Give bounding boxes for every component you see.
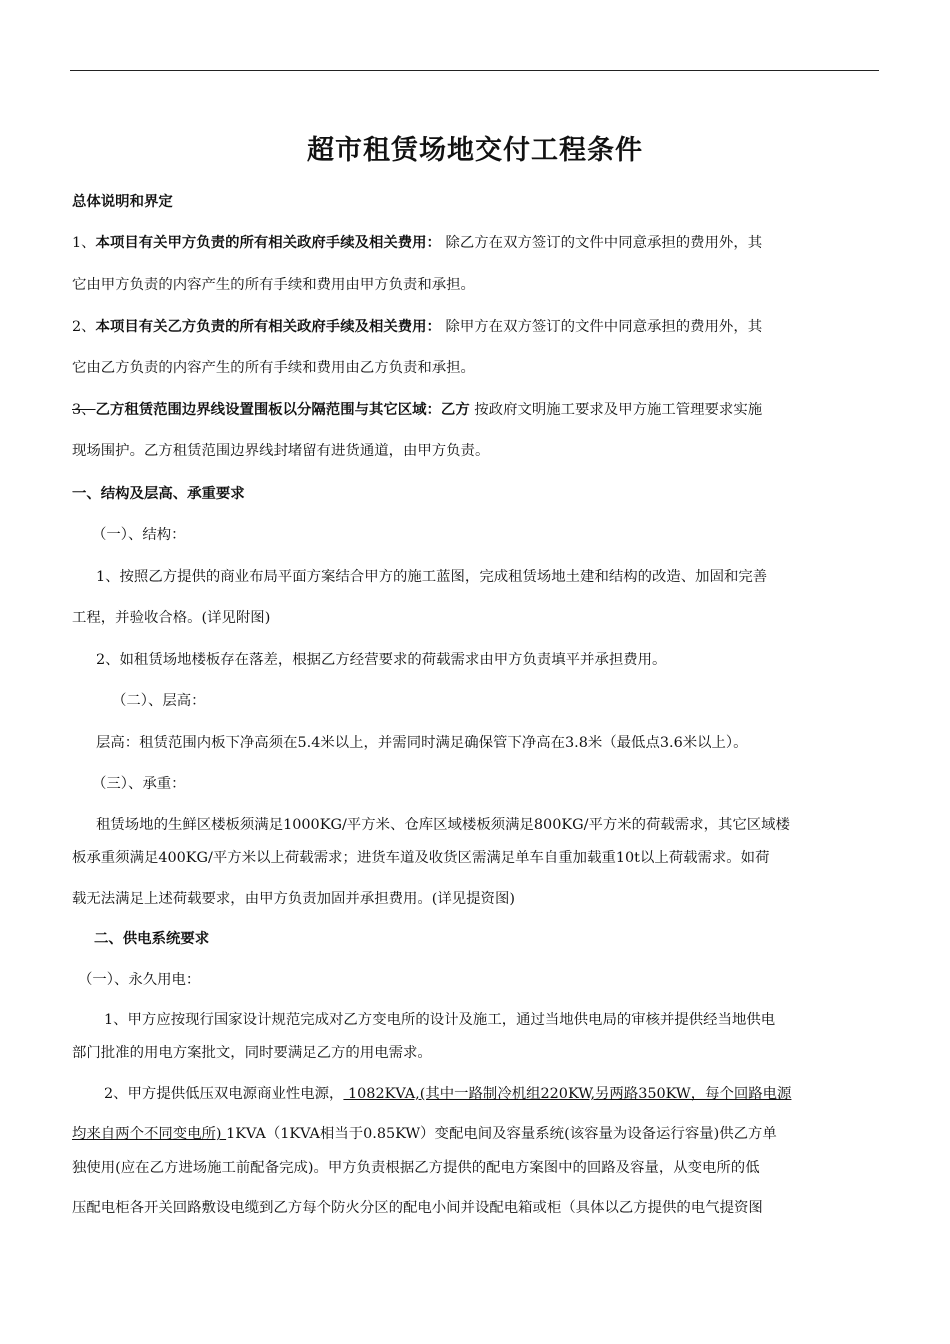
section2-line1: 1、甲方应按现行国家设计规范完成对乙方变电所的设计及施工，通过当地供电局的审核并提供经当地供电 <box>104 1012 776 1028</box>
header-rule <box>70 70 879 71</box>
section1-line1: 1、按照乙方提供的商业布局平面方案结合甲方的施工蓝图，完成租赁场地土建和结构的改造、加固和完善 <box>96 569 768 585</box>
p3-bold: 乙方租赁范围边界线设置围板以分隔范围与其它区域：乙方 <box>95 402 470 418</box>
section2-line5: 独使用(应在乙方进场施工前配备完成)。甲方负责根据乙方提供的配电方案图中的回路及容量，从变电所的低 <box>72 1160 760 1176</box>
section2-line4-underlined: 均来自两个不同变电所) <box>72 1126 227 1142</box>
section1-line5: 租赁场地的生鲜区楼板须满足1000KG/平方米、仓库区域楼板须满足800KG/平方米的荷载需求，其它区域楼 <box>96 817 790 833</box>
section1-heading: 一、结构及层高、承重要求 <box>72 486 245 502</box>
p1-line1 <box>72 233 762 253</box>
p3-line1 <box>72 400 762 420</box>
p2-bold: 本项目有关乙方负责的所有相关政府手续及相关费用： <box>95 319 441 335</box>
section1-line7: 载无法满足上述荷载要求，由甲方负责加固并承担费用。(详见提资图) <box>72 891 515 907</box>
section1-sub3: （三）、承重： <box>92 776 186 792</box>
section2-line4b: 1KVA（1KVA相当于0.85KW）变配电间及容量系统(该容量为设备运行容量)供乙方单 <box>226 1126 777 1142</box>
p2-num: 2、 <box>72 319 96 335</box>
section2-line4 <box>72 1124 777 1144</box>
section1-line6: 板承重须满足400KG/平方米以上荷载需求；进货车道及收货区需满足单车自重加载重10t以上荷载需求。如荷 <box>72 850 770 866</box>
p1-bold: 本项目有关甲方负责的所有相关政府手续及相关费用： <box>95 235 441 251</box>
p3-num: 3、 <box>72 402 96 418</box>
section1-line3: 2、如租赁场地楼板存在落差，根据乙方经营要求的荷载需求由甲方负责填平并承担费用。 <box>96 652 667 668</box>
p1-text1: 除乙方在双方签订的文件中同意承担的费用外，其 <box>440 235 763 251</box>
p2-line1 <box>72 317 762 337</box>
section1-line4: 层高：租赁范围内板下净高须在5.4米以上，并需同时满足确保管下净高在3.8米（最低点3.6米以上）。 <box>96 735 748 751</box>
p3-text1: 按政府文明施工要求及甲方施工管理要求实施 <box>469 402 763 418</box>
section2-heading: 二、供电系统要求 <box>94 931 210 947</box>
p3-line2: 现场围护。乙方租赁范围边界线封堵留有进货通道，由甲方负责。 <box>72 443 490 459</box>
section2-line3a: 2、甲方提供低压双电源商业性电源， <box>104 1086 344 1102</box>
p2-text1: 除甲方在双方签订的文件中同意承担的费用外，其 <box>440 319 763 335</box>
document-title: 超市租赁场地交付工程条件 <box>307 135 643 166</box>
section1-sub2: （二）、层高： <box>112 693 206 709</box>
p1-num: 1、 <box>72 235 96 251</box>
section2-line3 <box>104 1084 791 1104</box>
section2-line2: 部门批准的用电方案批文，同时要满足乙方的用电需求。 <box>72 1045 432 1061</box>
general-heading: 总体说明和界定 <box>72 194 173 210</box>
p2-line2: 它由乙方负责的内容产生的所有手续和费用由乙方负责和承担。 <box>72 360 475 376</box>
p1-line2: 它由甲方负责的内容产生的所有手续和费用由甲方负责和承担。 <box>72 277 475 293</box>
section1-line2: 工程，并验收合格。(详见附图) <box>72 610 271 626</box>
section2-sub1: （一）、永久用电： <box>78 972 201 988</box>
section2-line3-underlined: 1082KVA,(其中一路制冷机组220KW,另两路350KW，每个回路电源 <box>343 1086 792 1102</box>
section1-sub1: （一）、结构： <box>92 527 186 543</box>
section2-line6: 压配电柜各开关回路敷设电缆到乙方每个防火分区的配电小间并设配电箱或柜（具体以乙方提供的电气提资图 <box>72 1200 763 1216</box>
